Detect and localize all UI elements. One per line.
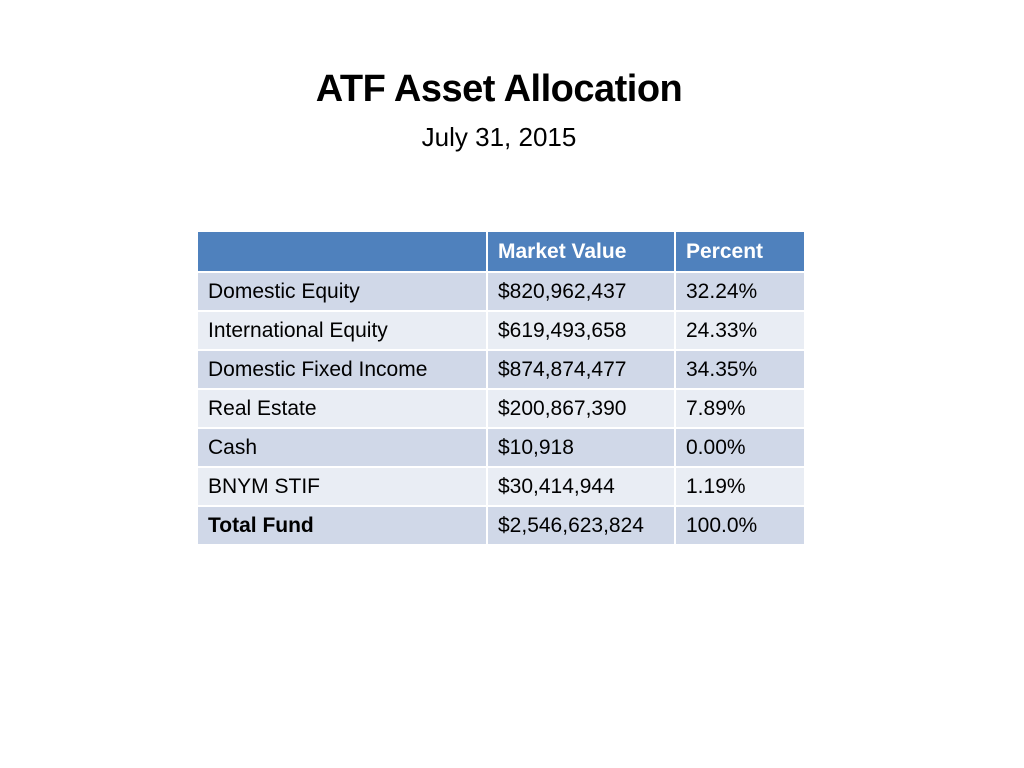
table-row [197,467,805,506]
table-row [197,389,805,428]
table-row [197,311,805,350]
row-label: International Equity [197,311,487,350]
row-market-value: $200,867,390 [487,389,675,428]
row-label: Real Estate [197,389,487,428]
table-row [197,350,805,389]
row-label: Domestic Equity [197,272,487,311]
table-header-row [197,231,805,272]
row-percent: 0.00% [675,428,805,467]
total-row [197,506,805,545]
row-percent: 34.35% [675,350,805,389]
row-percent: 32.24% [675,272,805,311]
row-market-value: $619,493,658 [487,311,675,350]
total-percent: 100.0% [675,506,805,545]
slide-title: ATF Asset Allocation [315,68,683,110]
table-row [197,428,805,467]
total-label: Total Fund [197,506,487,545]
row-market-value: $874,874,477 [487,350,675,389]
row-percent: 1.19% [675,467,805,506]
total-market-value: $2,546,623,824 [487,506,675,545]
row-percent: 7.89% [675,389,805,428]
row-market-value: $820,962,437 [487,272,675,311]
row-percent: 24.33% [675,311,805,350]
row-label: Domestic Fixed Income [197,350,487,389]
row-label: BNYM STIF [197,467,487,506]
header-percent: Percent [675,231,805,272]
row-label: Cash [197,428,487,467]
header-market-value: Market Value [487,231,675,272]
row-market-value: $30,414,944 [487,467,675,506]
row-market-value: $10,918 [487,428,675,467]
asset-allocation-table [196,230,806,546]
table-row [197,272,805,311]
slide-subtitle: July 31, 2015 [421,122,577,152]
header-label-column [197,231,487,272]
